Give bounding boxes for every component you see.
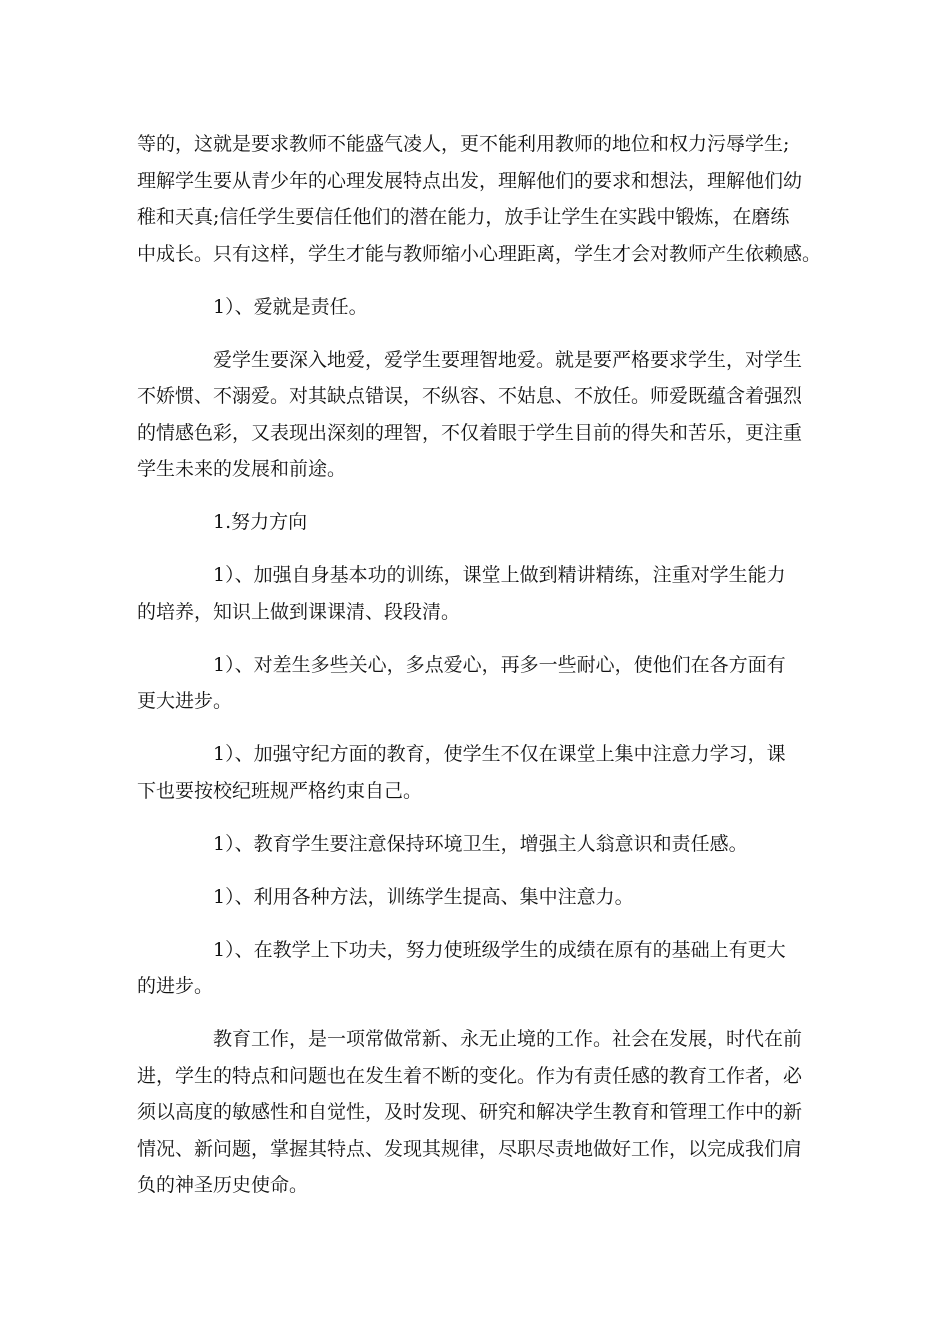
paragraph-respect-understanding	[137, 126, 827, 272]
text-line: 负的神圣历史使命。	[137, 1174, 309, 1196]
text-line: 的进步。	[137, 975, 214, 997]
document-page	[137, 126, 827, 1220]
text-line: 1）、在教学上下功夫，努力使班级学生的成绩在原有的基础上有更大	[213, 938, 786, 961]
text-line: 1）、对差生多些关心，多点爱心，再多一些耐心，使他们在各方面有	[213, 653, 786, 676]
text-line: 理解学生要从青少年的心理发展特点出发，理解他们的要求和想法，理解他们幼	[137, 169, 803, 192]
list-item-attention	[137, 879, 827, 916]
text-line: 中成长。只有这样，学生才能与教师缩小心理距离，学生才会对教师产生依赖感。	[137, 242, 822, 265]
text-line: 爱学生要深入地爱，爱学生要理智地爱。就是要严格要求学生，对学生	[213, 348, 803, 371]
paragraph-love-students	[137, 342, 827, 488]
text-line: 教育工作，是一项常做常新、永无止境的工作。社会在发展，时代在前	[213, 1028, 803, 1050]
list-item-basic-skills	[137, 557, 827, 630]
text-line: 不娇惯、不溺爱。对其缺点错误，不纵容、不姑息、不放任。师爱既蕴含着强烈	[137, 385, 803, 407]
text-line: 1）、教育学生要注意保持环境卫生，增强主人翁意识和责任感。	[213, 832, 748, 855]
heading-direction	[137, 504, 827, 541]
text-line: 1）、爱就是责任。	[213, 295, 368, 318]
heading-love-is-responsibility	[137, 289, 827, 326]
text-line: 的培养，知识上做到课课清、段段清。	[137, 600, 461, 623]
text-line: 下也要按校纪班规严格约束自己。	[137, 779, 423, 802]
text-line: 情况、新问题，掌握其特点、发现其规律，尽职尽责地做好工作，以完成我们肩	[137, 1137, 803, 1160]
text-line: 学生未来的发展和前途。	[137, 458, 347, 480]
text-line: 的情感色彩，又表现出深刻的理智，不仅着眼于学生目前的得失和苦乐，更注重	[137, 421, 803, 444]
text-line: 稚和天真;信任学生要信任他们的潜在能力，放手让学生在实践中锻炼，在磨练	[137, 206, 790, 228]
text-line: 1）、利用各种方法，训练学生提高、集中注意力。	[213, 885, 634, 908]
list-item-teaching	[137, 932, 827, 1005]
paragraph-conclusion	[137, 1021, 827, 1204]
text-line: 须以高度的敏感性和自觉性，及时发现、研究和解决学生教育和管理工作中的新	[137, 1101, 803, 1123]
text-line: 1.努力方向	[213, 511, 308, 533]
list-item-hygiene	[137, 826, 827, 863]
text-line: 等的，这就是要求教师不能盛气凌人，更不能利用教师的地位和权力污辱学生;	[137, 133, 790, 155]
list-item-care-students	[137, 647, 827, 720]
text-line: 1）、加强自身基本功的训练，课堂上做到精讲精练，注重对学生能力	[213, 564, 786, 586]
text-line: 更大进步。	[137, 690, 233, 712]
text-line: 进，学生的特点和问题也在发生着不断的变化。作为有责任感的教育工作者，必	[137, 1064, 803, 1087]
list-item-discipline	[137, 736, 827, 809]
text-line: 1）、加强守纪方面的教育，使学生不仅在课堂上集中注意力学习，课	[213, 743, 786, 765]
